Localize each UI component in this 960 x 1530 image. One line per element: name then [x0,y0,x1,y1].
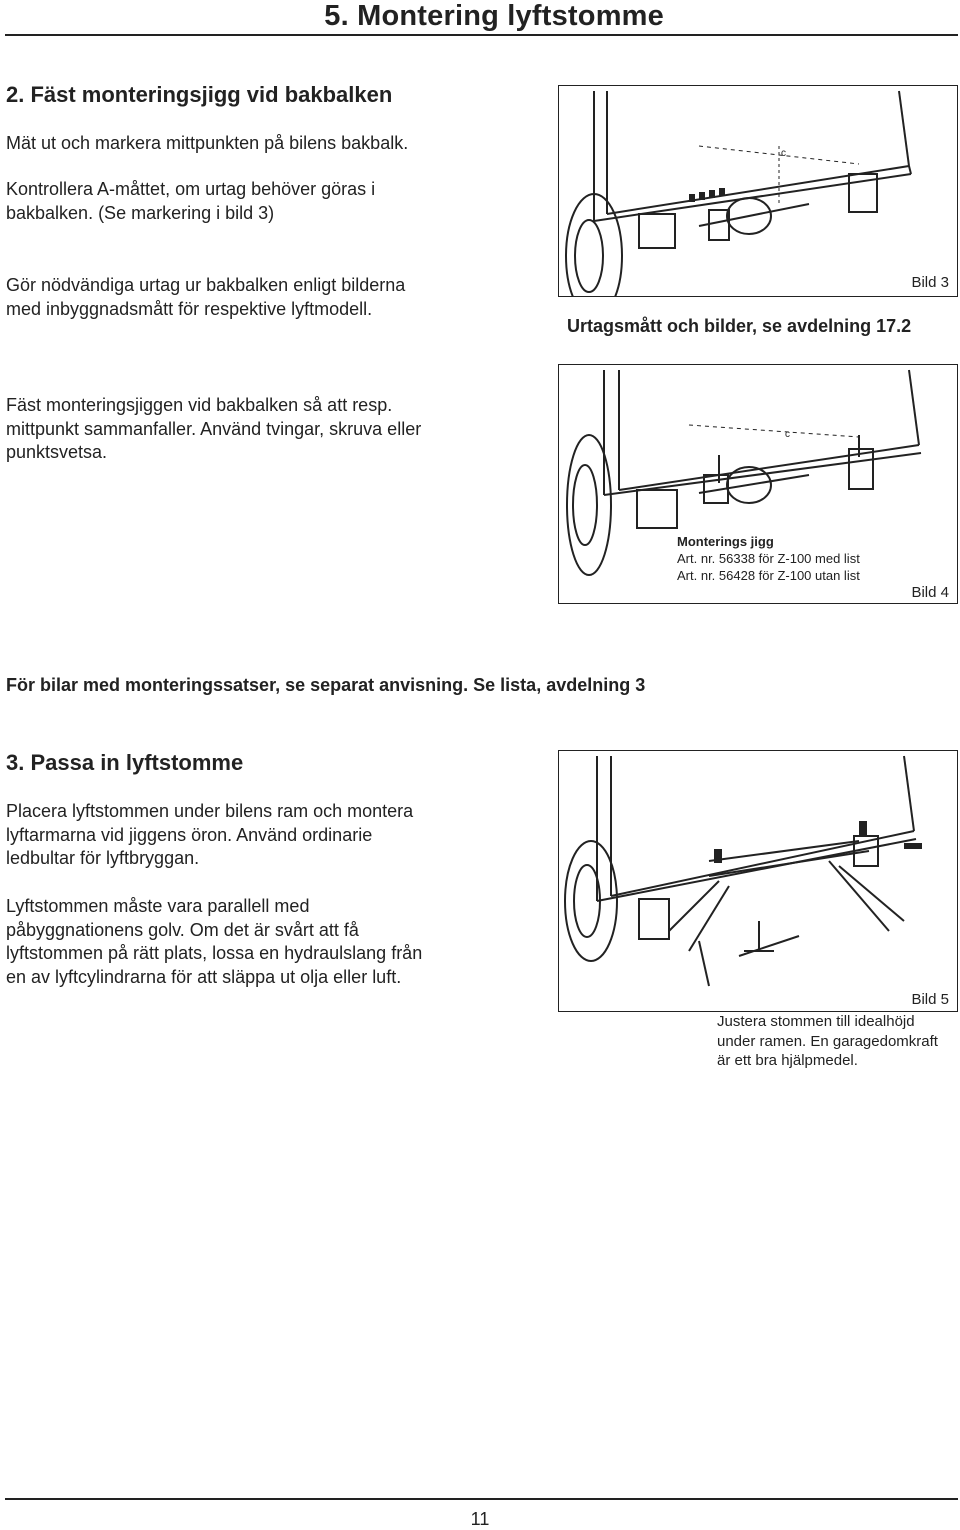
text-line: Gör nödvändiga urtag ur bakbalken enligt bilderna [6,275,406,295]
page-header-title: 5. Montering lyftstomme [324,0,664,32]
section-2-paragraph-2 [6,178,375,225]
text-line: Fäst monteringsjiggen vid bakbalken så att resp. [6,395,393,415]
text-line: lyftarmarna vid jiggens öron. Använd ordinarie [6,824,373,845]
figure-4-box [558,364,958,604]
text-line: en av lyftcylindrarna för att släppa ut olja eller luft. [6,966,402,987]
section-3-paragraph-2 [6,895,422,989]
text-line: Placera lyftstommen under bilens ram och montera [6,801,414,821]
section-2-heading: 2. Fäst monteringsjigg vid bakbalken [6,82,393,107]
figure-5-box [558,750,958,1012]
jig-title: Monterings jigg [677,534,774,549]
page-number: 11 [470,1509,490,1529]
jig-art-number-2: Art. nr. 56428 för Z-100 utan list [677,568,860,583]
text-line: Justera stommen till idealhöjd [717,1013,915,1030]
figure-4-label: Bild 4 [911,584,949,601]
jig-art-number-1: Art. nr. 56338 för Z-100 med list [677,551,860,566]
text-line: bakbalken. (Se markering i bild 3) [6,202,275,223]
text-line: ledbultar för lyftbryggan. [6,848,200,868]
text-line: Kontrollera A-måttet, om urtag behöver göras i [6,179,376,199]
section-3-heading: 3. Passa in lyftstomme [6,750,244,775]
figure-3-label: Bild 3 [911,274,949,291]
header-rule [5,34,958,36]
text-line: mittpunkt sammanfaller. Använd tvingar, skruva eller [6,418,422,439]
figure-3-center-mark: c [781,148,786,159]
section-3-paragraph-1 [6,800,413,871]
text-line: med inbyggnadsmått för respektive lyftmodell. [6,298,373,319]
section-2-paragraph-1: Mät ut och markera mittpunkten på bilens bakbalk. [6,133,409,153]
figure-3-box [558,85,958,297]
figure-5-label: Bild 5 [911,991,949,1008]
text-line: punktsvetsa. [6,442,108,462]
figure-5-drawing [559,751,958,1012]
text-line: är ett bra hjälpmedel. [717,1052,858,1069]
section-2-paragraph-4 [6,394,421,465]
text-line: Lyftstommen måste vara parallell med [6,896,310,916]
footer-rule [5,1498,958,1500]
figure-3-caption: Urtagsmått och bilder, se avdelning 17.2 [567,316,912,336]
figure-3-drawing [559,86,958,297]
section-2-paragraph-3 [6,274,405,321]
text-line: under ramen. En garagedomkraft [717,1032,938,1050]
text-line: påbyggnationens golv. Om det är svårt att få [6,919,359,940]
text-line: lyftstommen på rätt plats, lossa en hydraulslang från [6,943,423,963]
figure-4-center-mark: c [785,429,790,440]
mounting-kit-note: För bilar med monteringssatser, se separat anvisning. Se lista, avdelning 3 [6,675,646,695]
figure-5-note [717,1012,938,1071]
